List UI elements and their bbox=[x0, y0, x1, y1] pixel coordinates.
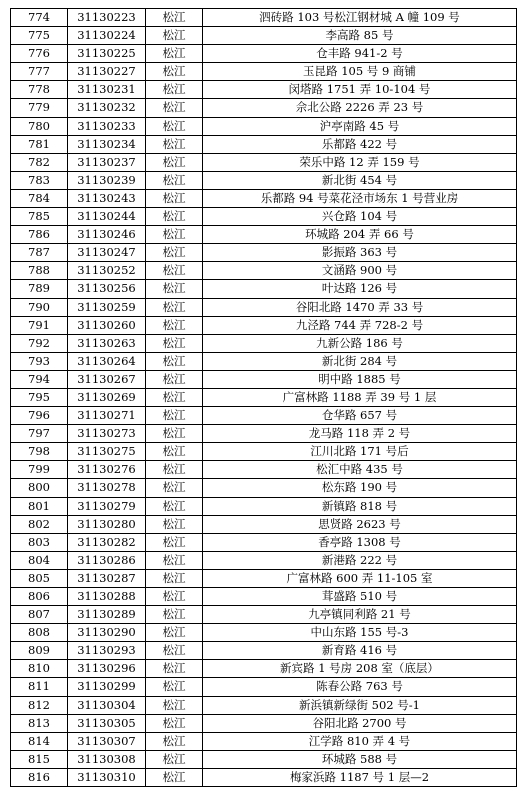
address-cell: 仓华路 657 号 bbox=[203, 407, 517, 425]
serial-number-cell: 790 bbox=[11, 298, 68, 316]
table-row bbox=[11, 497, 517, 515]
address-cell: 影振路 363 号 bbox=[203, 244, 517, 262]
serial-number-cell: 775 bbox=[11, 27, 68, 45]
district-cell: 松江 bbox=[146, 768, 203, 786]
outlet-code-cell: 31130234 bbox=[68, 135, 146, 153]
table-row bbox=[11, 189, 517, 207]
serial-number-cell: 777 bbox=[11, 63, 68, 81]
outlet-code-cell: 31130225 bbox=[68, 45, 146, 63]
serial-number-cell: 789 bbox=[11, 280, 68, 298]
outlet-code-cell: 31130267 bbox=[68, 370, 146, 388]
address-cell: 新镇路 818 号 bbox=[203, 497, 517, 515]
outlet-code-cell: 31130247 bbox=[68, 244, 146, 262]
district-cell: 松江 bbox=[146, 352, 203, 370]
address-cell: 明中路 1885 号 bbox=[203, 370, 517, 388]
address-cell: 乐都路 422 号 bbox=[203, 135, 517, 153]
district-cell: 松江 bbox=[146, 461, 203, 479]
table-row bbox=[11, 732, 517, 750]
serial-number-cell: 787 bbox=[11, 244, 68, 262]
district-cell: 松江 bbox=[146, 588, 203, 606]
serial-number-cell: 780 bbox=[11, 117, 68, 135]
district-cell: 松江 bbox=[146, 153, 203, 171]
table-row bbox=[11, 551, 517, 569]
address-cell: 玉昆路 105 号 9 商铺 bbox=[203, 63, 517, 81]
table-row bbox=[11, 27, 517, 45]
address-cell: 龙马路 118 弄 2 号 bbox=[203, 425, 517, 443]
district-cell: 松江 bbox=[146, 479, 203, 497]
address-cell: 九泾路 744 弄 728-2 号 bbox=[203, 316, 517, 334]
outlet-code-cell: 31130288 bbox=[68, 588, 146, 606]
district-cell: 松江 bbox=[146, 45, 203, 63]
address-cell: 思贤路 2623 号 bbox=[203, 515, 517, 533]
address-cell: 香亭路 1308 号 bbox=[203, 533, 517, 551]
address-cell: 陈春公路 763 号 bbox=[203, 678, 517, 696]
serial-number-cell: 806 bbox=[11, 588, 68, 606]
outlet-code-cell: 31130289 bbox=[68, 606, 146, 624]
district-cell: 松江 bbox=[146, 642, 203, 660]
outlet-code-cell: 31130271 bbox=[68, 407, 146, 425]
outlet-code-cell: 31130296 bbox=[68, 660, 146, 678]
district-cell: 松江 bbox=[146, 298, 203, 316]
serial-number-cell: 816 bbox=[11, 768, 68, 786]
address-cell: 沪亭南路 45 号 bbox=[203, 117, 517, 135]
outlet-code-cell: 31130299 bbox=[68, 678, 146, 696]
serial-number-cell: 799 bbox=[11, 461, 68, 479]
outlet-code-cell: 31130232 bbox=[68, 99, 146, 117]
address-cell: 松东路 190 号 bbox=[203, 479, 517, 497]
serial-number-cell: 815 bbox=[11, 750, 68, 768]
table-row bbox=[11, 99, 517, 117]
address-cell: 佘北公路 2226 弄 23 号 bbox=[203, 99, 517, 117]
table-row bbox=[11, 588, 517, 606]
address-cell: 茸盛路 510 号 bbox=[203, 588, 517, 606]
address-cell: 江川北路 171 号后 bbox=[203, 443, 517, 461]
table-row bbox=[11, 606, 517, 624]
serial-number-cell: 808 bbox=[11, 624, 68, 642]
table-row bbox=[11, 208, 517, 226]
outlet-code-cell: 31130259 bbox=[68, 298, 146, 316]
outlet-code-cell: 31130244 bbox=[68, 208, 146, 226]
address-cell: 江学路 810 弄 4 号 bbox=[203, 732, 517, 750]
serial-number-cell: 805 bbox=[11, 569, 68, 587]
serial-number-cell: 791 bbox=[11, 316, 68, 334]
district-cell: 松江 bbox=[146, 678, 203, 696]
address-cell: 广富林路 600 弄 11-105 室 bbox=[203, 569, 517, 587]
table-row bbox=[11, 81, 517, 99]
district-cell: 松江 bbox=[146, 171, 203, 189]
table-row bbox=[11, 226, 517, 244]
outlet-code-cell: 31130282 bbox=[68, 533, 146, 551]
table-row bbox=[11, 370, 517, 388]
address-cell: 新育路 416 号 bbox=[203, 642, 517, 660]
serial-number-cell: 795 bbox=[11, 388, 68, 406]
district-cell: 松江 bbox=[146, 443, 203, 461]
district-cell: 松江 bbox=[146, 551, 203, 569]
outlet-code-cell: 31130237 bbox=[68, 153, 146, 171]
serial-number-cell: 810 bbox=[11, 660, 68, 678]
table-row bbox=[11, 388, 517, 406]
address-table bbox=[10, 8, 517, 787]
address-cell: 闵塔路 1751 弄 10-104 号 bbox=[203, 81, 517, 99]
serial-number-cell: 798 bbox=[11, 443, 68, 461]
serial-number-cell: 792 bbox=[11, 334, 68, 352]
address-cell: 新浜镇新绿街 502 号-1 bbox=[203, 696, 517, 714]
address-cell: 泗砖路 103 号松江钢材城 A 幢 109 号 bbox=[203, 9, 517, 27]
table-row bbox=[11, 660, 517, 678]
district-cell: 松江 bbox=[146, 388, 203, 406]
address-cell: 乐都路 94 号菜花泾市场东 1 号营业房 bbox=[203, 189, 517, 207]
district-cell: 松江 bbox=[146, 316, 203, 334]
table-row bbox=[11, 714, 517, 732]
district-cell: 松江 bbox=[146, 497, 203, 515]
outlet-code-cell: 31130223 bbox=[68, 9, 146, 27]
table-row bbox=[11, 479, 517, 497]
serial-number-cell: 813 bbox=[11, 714, 68, 732]
address-cell: 新宾路 1 号房 208 室（底层） bbox=[203, 660, 517, 678]
table-row bbox=[11, 334, 517, 352]
table-row bbox=[11, 117, 517, 135]
table-row bbox=[11, 750, 517, 768]
serial-number-cell: 776 bbox=[11, 45, 68, 63]
district-cell: 松江 bbox=[146, 714, 203, 732]
outlet-code-cell: 31130305 bbox=[68, 714, 146, 732]
address-cell: 李高路 85 号 bbox=[203, 27, 517, 45]
serial-number-cell: 807 bbox=[11, 606, 68, 624]
address-cell: 兴仓路 104 号 bbox=[203, 208, 517, 226]
serial-number-cell: 811 bbox=[11, 678, 68, 696]
serial-number-cell: 788 bbox=[11, 262, 68, 280]
outlet-code-cell: 31130278 bbox=[68, 479, 146, 497]
outlet-code-cell: 31130256 bbox=[68, 280, 146, 298]
district-cell: 松江 bbox=[146, 135, 203, 153]
district-cell: 松江 bbox=[146, 425, 203, 443]
district-cell: 松江 bbox=[146, 569, 203, 587]
district-cell: 松江 bbox=[146, 334, 203, 352]
outlet-code-cell: 31130246 bbox=[68, 226, 146, 244]
district-cell: 松江 bbox=[146, 370, 203, 388]
serial-number-cell: 793 bbox=[11, 352, 68, 370]
table-row bbox=[11, 624, 517, 642]
district-cell: 松江 bbox=[146, 81, 203, 99]
outlet-code-cell: 31130275 bbox=[68, 443, 146, 461]
district-cell: 松江 bbox=[146, 117, 203, 135]
district-cell: 松江 bbox=[146, 27, 203, 45]
outlet-code-cell: 31130231 bbox=[68, 81, 146, 99]
table-row bbox=[11, 768, 517, 786]
serial-number-cell: 803 bbox=[11, 533, 68, 551]
table-row bbox=[11, 9, 517, 27]
address-cell: 叶达路 126 号 bbox=[203, 280, 517, 298]
table-row bbox=[11, 642, 517, 660]
address-cell: 谷阳北路 1470 弄 33 号 bbox=[203, 298, 517, 316]
serial-number-cell: 814 bbox=[11, 732, 68, 750]
outlet-code-cell: 31130307 bbox=[68, 732, 146, 750]
address-cell: 九新公路 186 号 bbox=[203, 334, 517, 352]
serial-number-cell: 783 bbox=[11, 171, 68, 189]
outlet-code-cell: 31130308 bbox=[68, 750, 146, 768]
serial-number-cell: 804 bbox=[11, 551, 68, 569]
table-row bbox=[11, 280, 517, 298]
district-cell: 松江 bbox=[146, 624, 203, 642]
serial-number-cell: 801 bbox=[11, 497, 68, 515]
table-row bbox=[11, 244, 517, 262]
outlet-code-cell: 31130227 bbox=[68, 63, 146, 81]
serial-number-cell: 802 bbox=[11, 515, 68, 533]
district-cell: 松江 bbox=[146, 515, 203, 533]
address-cell: 松汇中路 435 号 bbox=[203, 461, 517, 479]
address-cell: 新港路 222 号 bbox=[203, 551, 517, 569]
table-row bbox=[11, 352, 517, 370]
table-row bbox=[11, 461, 517, 479]
outlet-code-cell: 31130304 bbox=[68, 696, 146, 714]
serial-number-cell: 812 bbox=[11, 696, 68, 714]
outlet-code-cell: 31130279 bbox=[68, 497, 146, 515]
outlet-code-cell: 31130290 bbox=[68, 624, 146, 642]
address-cell: 新北街 284 号 bbox=[203, 352, 517, 370]
serial-number-cell: 796 bbox=[11, 407, 68, 425]
serial-number-cell: 784 bbox=[11, 189, 68, 207]
address-cell: 荣乐中路 12 弄 159 号 bbox=[203, 153, 517, 171]
table-row bbox=[11, 443, 517, 461]
serial-number-cell: 797 bbox=[11, 425, 68, 443]
outlet-code-cell: 31130287 bbox=[68, 569, 146, 587]
outlet-code-cell: 31130239 bbox=[68, 171, 146, 189]
outlet-code-cell: 31130224 bbox=[68, 27, 146, 45]
outlet-code-cell: 31130264 bbox=[68, 352, 146, 370]
district-cell: 松江 bbox=[146, 208, 203, 226]
district-cell: 松江 bbox=[146, 99, 203, 117]
table-row bbox=[11, 316, 517, 334]
table-row bbox=[11, 171, 517, 189]
outlet-code-cell: 31130263 bbox=[68, 334, 146, 352]
serial-number-cell: 809 bbox=[11, 642, 68, 660]
outlet-code-cell: 31130252 bbox=[68, 262, 146, 280]
district-cell: 松江 bbox=[146, 280, 203, 298]
district-cell: 松江 bbox=[146, 732, 203, 750]
outlet-code-cell: 31130273 bbox=[68, 425, 146, 443]
address-cell: 仓丰路 941-2 号 bbox=[203, 45, 517, 63]
district-cell: 松江 bbox=[146, 696, 203, 714]
district-cell: 松江 bbox=[146, 244, 203, 262]
serial-number-cell: 786 bbox=[11, 226, 68, 244]
table-row bbox=[11, 678, 517, 696]
outlet-code-cell: 31130293 bbox=[68, 642, 146, 660]
table-row bbox=[11, 407, 517, 425]
table-row bbox=[11, 696, 517, 714]
table-row bbox=[11, 135, 517, 153]
serial-number-cell: 794 bbox=[11, 370, 68, 388]
district-cell: 松江 bbox=[146, 750, 203, 768]
outlet-code-cell: 31130286 bbox=[68, 551, 146, 569]
serial-number-cell: 779 bbox=[11, 99, 68, 117]
serial-number-cell: 781 bbox=[11, 135, 68, 153]
outlet-code-cell: 31130233 bbox=[68, 117, 146, 135]
table-row bbox=[11, 298, 517, 316]
address-cell: 九亭镇同利路 21 号 bbox=[203, 606, 517, 624]
district-cell: 松江 bbox=[146, 606, 203, 624]
serial-number-cell: 800 bbox=[11, 479, 68, 497]
address-cell: 新北街 454 号 bbox=[203, 171, 517, 189]
outlet-code-cell: 31130260 bbox=[68, 316, 146, 334]
table-row bbox=[11, 569, 517, 587]
district-cell: 松江 bbox=[146, 189, 203, 207]
table-row bbox=[11, 533, 517, 551]
district-cell: 松江 bbox=[146, 63, 203, 81]
table-row bbox=[11, 153, 517, 171]
address-cell: 广富林路 1188 弄 39 号 1 层 bbox=[203, 388, 517, 406]
address-cell: 文涵路 900 号 bbox=[203, 262, 517, 280]
table-row bbox=[11, 262, 517, 280]
address-cell: 环城路 588 号 bbox=[203, 750, 517, 768]
table-row bbox=[11, 425, 517, 443]
outlet-code-cell: 31130280 bbox=[68, 515, 146, 533]
outlet-code-cell: 31130269 bbox=[68, 388, 146, 406]
address-cell: 梅家浜路 1187 号 1 层—2 bbox=[203, 768, 517, 786]
table-row bbox=[11, 63, 517, 81]
outlet-code-cell: 31130276 bbox=[68, 461, 146, 479]
district-cell: 松江 bbox=[146, 660, 203, 678]
district-cell: 松江 bbox=[146, 226, 203, 244]
table-row bbox=[11, 515, 517, 533]
table-body bbox=[11, 9, 517, 787]
district-cell: 松江 bbox=[146, 262, 203, 280]
serial-number-cell: 774 bbox=[11, 9, 68, 27]
outlet-code-cell: 31130243 bbox=[68, 189, 146, 207]
outlet-code-cell: 31130310 bbox=[68, 768, 146, 786]
serial-number-cell: 782 bbox=[11, 153, 68, 171]
district-cell: 松江 bbox=[146, 9, 203, 27]
table-row bbox=[11, 45, 517, 63]
address-cell: 谷阳北路 2700 号 bbox=[203, 714, 517, 732]
district-cell: 松江 bbox=[146, 407, 203, 425]
serial-number-cell: 785 bbox=[11, 208, 68, 226]
district-cell: 松江 bbox=[146, 533, 203, 551]
serial-number-cell: 778 bbox=[11, 81, 68, 99]
address-cell: 环城路 204 弄 66 号 bbox=[203, 226, 517, 244]
address-cell: 中山东路 155 号-3 bbox=[203, 624, 517, 642]
